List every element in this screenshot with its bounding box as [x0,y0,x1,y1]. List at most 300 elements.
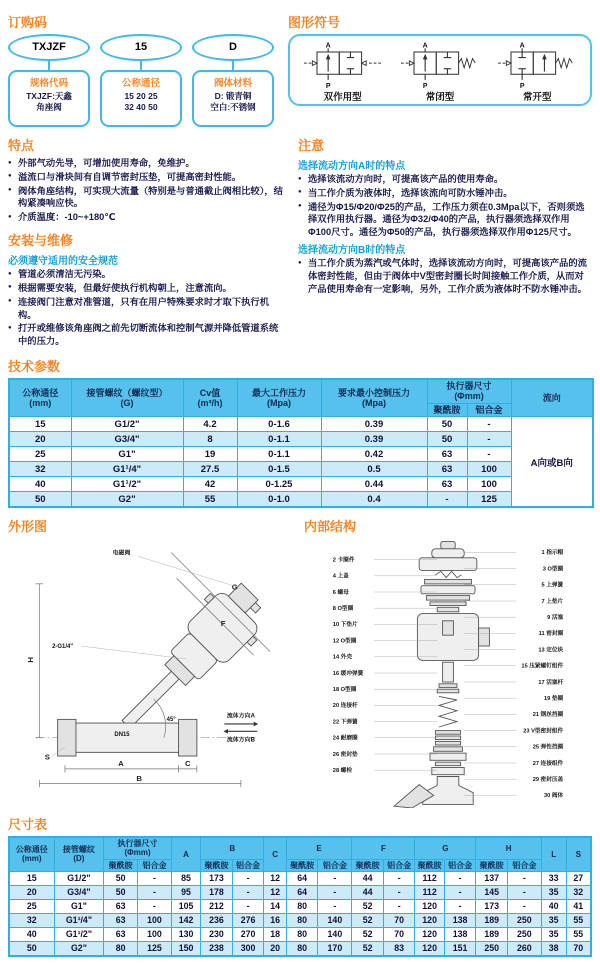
table-cell: - [467,447,511,462]
table-cell: 64 [286,871,318,885]
bullet-item: ● 选择该流动方向时，可提高该产品的使用寿命。 [298,173,592,186]
bullet-item: ● 打开或维修该角座阀之前先切断流体和控制气源并降低管道系统中的压力。 [8,322,286,348]
column-header: E [286,837,351,859]
table-cell: 189 [476,927,508,941]
part-label: 23 V型密封组件 [523,728,564,735]
part-label: 8 O型圈 [332,606,354,613]
flow-b-label: 流体方向B [226,737,255,744]
port-p-label: P [422,83,428,91]
table-cell: 120 [415,913,444,927]
table-cell: G1" [54,899,104,913]
table-cell: G1/2" [71,417,183,432]
port-p-label: P [520,83,525,91]
notice-direction-b-list [298,257,592,295]
table-cell: - [383,899,415,913]
valve-symbol-drawing [297,39,389,91]
table-cell: 35 [541,927,566,941]
order-code-column-material [192,34,274,127]
nominal-size-line: 15 20 25 [124,91,158,101]
valve-symbol-drawing-holder [297,39,389,91]
connector-line [232,61,234,70]
table-cell: 55 [183,492,237,508]
table-cell: 70 [383,927,415,941]
table-cell: 151 [444,941,476,956]
solenoid-label: 电磁阀 [112,550,131,557]
flow-a-label: 流体方向A [226,713,255,720]
ports-label: 2-G1/4" [52,644,74,651]
table-cell: 50 [427,417,467,432]
table-cell: 18 [264,927,287,941]
column-header: 执行器尺寸 (Φmm) [427,379,511,403]
part-label: 24 耐磨圈 [332,735,358,742]
column-header: 公称通径 (mm) [9,379,71,417]
bullet-item: ● 当工作介质为蒸汽或气体时，选择该流动方向时，可提高该产品的流体密封性能，但由于阀体中V型密封圈长时间接触工作介质，从而对产品使用寿命有一定影响，另外，工作介质为液体时不防水锤冲击。 [298,257,592,295]
table-cell: - [318,871,352,885]
graphic-symbols-box [288,34,592,106]
table-cell: - [232,885,264,899]
table-cell: 35 [541,885,566,899]
table-cell: 0.42 [321,447,427,462]
table-cell: 0-1.1 [237,447,321,462]
table-cell: 120 [415,899,444,913]
part-label: 19 垫圈 [544,696,564,703]
spec-code-box-title: 规格代码 [29,78,68,89]
table-cell: 140 [318,927,352,941]
part-label: 12 O型圈 [332,638,357,645]
table-cell: - [383,885,415,899]
table-cell: - [507,871,541,885]
table-cell: 138 [444,927,476,941]
part-label: 1 指示帽 [541,550,564,557]
valve-symbol-drawing-holder [394,39,486,91]
table-cell: 50 [9,941,54,956]
table-cell: G1¹/4" [71,462,183,477]
table-cell: 70 [566,941,591,956]
table-cell: G2" [54,941,104,956]
table-cell: 250 [507,927,541,941]
table-cell: G3/4" [71,432,183,447]
table-cell: 4.2 [183,417,237,432]
dimensions-table [8,836,592,957]
table-cell: 0-1.5 [237,462,321,477]
table-cell: 63 [104,913,138,927]
table-cell: 19 [183,447,237,462]
table-cell: 0.4 [321,492,427,508]
table-cell: 14 [264,899,287,913]
valve-symbol-normally-open [491,39,583,103]
table-cell: 50 [104,871,138,885]
table-cell: - [507,885,541,899]
table-cell: G1¹/2" [54,927,104,941]
valve-symbol-caption: 常开型 [523,92,552,103]
body-material-line: D: 锻青铜 [214,91,252,101]
table-cell: 50 [104,885,138,899]
part-label: 5 上弹簧 [541,582,564,589]
table-cell: 33 [541,871,566,885]
table-cell: 0-1.1 [237,432,321,447]
column-header: 公称通径 (mm) [9,837,54,871]
column-header: Cv值 (m³/h) [183,379,237,417]
table-cell: 212 [201,899,233,913]
notice-direction-a-list [298,173,592,239]
part-label: 15 压紧螺钉组件 [521,663,564,670]
table-cell: 55 [566,913,591,927]
table-cell: - [444,885,476,899]
table-row [9,417,593,432]
sub-column-header: 聚酰胺 [415,859,444,871]
table-cell: 0-1.0 [237,492,321,508]
table-cell: 80 [286,927,318,941]
sub-column-header: 铝合金 [232,859,264,871]
table-cell: 52 [352,927,384,941]
table-cell: 178 [201,885,233,899]
internal-structure-title: 内部结构 [304,519,357,535]
table-cell: 42 [183,477,237,492]
column-header: 流向 [511,379,593,417]
sub-column-header: 聚酰胺 [427,403,467,416]
part-label: 14 外壳 [332,654,352,661]
table-cell: 16 [264,913,287,927]
table-cell: 0-1.25 [237,477,321,492]
column-header: B [201,837,264,859]
table-row [9,941,591,956]
table-cell: 142 [171,913,200,927]
notice-direction-a-subtitle: 选择流动方向A时的特点 [298,161,406,172]
table-cell: 145 [476,885,508,899]
table-row [9,492,593,508]
bullet-item: ● 根据需要安装，但最好使执行机构朝上，注意流向。 [8,282,286,295]
angle-label: 45° [166,717,176,724]
port-a-label: A [519,42,525,50]
port-a-label: A [422,42,428,50]
install-subtitle: 必须遵守适用的安全规范 [8,256,118,268]
table-cell: 130 [171,927,200,941]
dim-a-label: A [118,759,124,769]
table-cell: 0.5 [321,462,427,477]
table-cell: 120 [415,941,444,956]
table-cell: 63 [104,927,138,941]
body-material-box [192,70,274,127]
features-list [8,157,286,224]
sub-column-header: 聚酰胺 [352,859,384,871]
table-cell: 52 [352,941,384,956]
column-header: F [352,837,415,859]
table-cell: 32 [9,913,54,927]
order-code-column-spec [8,34,90,127]
table-cell: G3/4" [54,885,104,899]
tech-params-table [8,378,594,508]
nominal-size-line: 32 40 50 [124,102,158,113]
table-cell: 100 [467,462,511,477]
table-cell: 137 [476,871,508,885]
table-cell: 140 [318,913,352,927]
column-header: S [566,837,591,871]
table-cell: 63 [427,447,467,462]
part-label: 26 密封垫 [332,751,358,758]
graphic-symbols-title: 图形符号 [288,15,341,30]
features-title: 特点 [8,138,35,153]
order-code-oval-series: TXJZF [8,34,90,61]
order-code-column-size [100,34,182,127]
table-cell: 100 [138,927,172,941]
tech-params-title: 技术参数 [8,359,61,375]
table-cell: 0.39 [321,417,427,432]
table-cell: 80 [286,941,318,956]
table-row [9,871,591,885]
sub-column-header: 铝合金 [383,859,415,871]
part-label: 30 阀体 [544,793,564,800]
dim-c-label: C [184,759,191,769]
dim-h-label: H [25,657,35,663]
column-header: C [264,837,287,871]
table-cell: 15 [9,871,54,885]
column-header: 接管螺纹（螺纹型） (G) [71,379,183,417]
nominal-size-box-title: 公称通径 [121,78,160,89]
body-material-box-title: 阀体材料 [213,78,252,89]
table-cell: - [318,899,352,913]
valve-outline-drawing [8,538,296,800]
sub-column-header: 铝合金 [444,859,476,871]
bullet-item: ● 阀体角座结构，可实现大流量（特别是与普通截止阀相比较），结构紧凑响应快。 [8,185,286,211]
table-row [9,885,591,899]
part-label: 27 连接组件 [532,760,564,767]
internal-structure-section [304,510,592,808]
table-cell: - [444,899,476,913]
bullet-item: ● 连接阀门注意对准管道，只有在用户特殊要求时才取下执行机构。 [8,296,286,322]
table-cell: 125 [467,492,511,508]
table-cell: 80 [286,913,318,927]
valve-symbol-caption: 双作用型 [323,92,362,103]
part-label: 7 上垫片 [541,598,564,605]
table-cell: 32 [9,462,71,477]
dim-b-label: B [136,773,143,783]
table-cell: 55 [566,927,591,941]
valve-symbol-drawing-holder [491,39,583,91]
bullet-item: ● 通径为Φ15/Φ20/Φ25的产品，工作压力须在0.3Mpa以下，否则须选择双作用执行器。通径为Φ32/Φ40的产品，执行器须选择双作用Φ100尺寸。通径为Φ50的产品，执行器须选择双作用Φ125尺寸。 [298,201,592,239]
table-cell: - [138,885,172,899]
table-row [9,447,593,462]
dim-f-label: F [220,619,226,629]
part-label: 3 O型圈 [542,566,564,573]
part-label: 17 活塞杆 [538,679,564,686]
table-cell: G1/2" [54,871,104,885]
table-cell: 12 [264,871,287,885]
table-cell: 27.5 [183,462,237,477]
table-cell: 100 [138,913,172,927]
column-header: 最大工作压力 (Mpa) [237,379,321,417]
part-label: 2 卡圈件 [332,557,355,564]
part-label: 6 螺母 [332,589,349,596]
table-cell: 8 [183,432,237,447]
part-label: 21 钢丝挡圈 [532,712,564,719]
part-label: 22 下弹簧 [332,719,358,726]
table-row [9,913,591,927]
column-header: L [541,837,566,871]
dim-g-label: G [231,582,238,592]
sub-column-header: 聚酰胺 [476,859,508,871]
table-cell: 112 [415,885,444,899]
install-title: 安装与维修 [8,233,74,249]
table-cell: 27 [566,871,591,885]
table-cell: 44 [352,885,384,899]
outline-drawing-section [8,510,296,808]
part-label: 16 缓冲弹簧 [332,670,364,677]
table-cell: 105 [171,899,200,913]
table-cell: 15 [9,417,71,432]
column-header: A [171,837,200,871]
connector-line [48,61,50,70]
install-list [8,268,286,348]
table-cell: 20 [9,885,54,899]
bullet-item: ● 当工作介质为液体时，选择该流向可防水锤冲击。 [298,187,592,200]
table-cell: - [427,492,467,508]
valve-symbol-drawing [394,39,486,91]
table-cell: G2" [71,492,183,508]
table-cell: 270 [232,927,264,941]
order-code-oval-material: D [192,34,274,61]
part-label: 11 密封圈 [538,631,564,638]
part-label: 28 螺栓 [332,768,352,775]
part-label: 25 弹性挡圈 [532,744,564,751]
table-cell: 25 [9,899,54,913]
table-cell: 138 [444,913,476,927]
column-header: 接管螺纹 (D) [54,837,104,871]
table-row [9,462,593,477]
table-cell: 0.39 [321,432,427,447]
table-cell: 50 [427,432,467,447]
graphic-symbols-section [288,6,592,106]
table-cell: 83 [383,941,415,956]
table-cell: 40 [9,477,71,492]
table-cell: 40 [9,927,54,941]
dim-s-label: S [44,752,51,762]
table-row [9,477,593,492]
table-cell: 150 [171,941,200,956]
table-cell: 41 [566,899,591,913]
part-label: 18 O型圈 [332,687,357,694]
valve-symbol-drawing [491,39,583,91]
sub-column-header: 铝合金 [318,859,352,871]
table-cell: 85 [171,871,200,885]
part-label: 29 密封压盖 [532,777,564,784]
table-cell: 35 [541,913,566,927]
table-row [9,927,591,941]
table-cell: - [318,885,352,899]
order-code-title: 订购码 [8,15,48,30]
table-cell: 32 [566,885,591,899]
bullet-item: ● 外部气动先导，可增加使用寿命，免维护。 [8,157,286,170]
part-label: 20 连接杆 [332,703,358,710]
table-cell: 250 [476,941,508,956]
table-cell: 80 [104,941,138,956]
table-cell: - [383,871,415,885]
table-cell: 64 [286,885,318,899]
table-cell: 52 [352,913,384,927]
table-cell: 112 [415,871,444,885]
sub-column-header: 聚酰胺 [104,859,138,871]
sub-column-header: 铝合金 [138,859,172,871]
table-cell: - [507,899,541,913]
column-header: H [476,837,541,859]
table-row [9,432,593,447]
table-row [9,899,591,913]
table-cell: 63 [427,462,467,477]
table-cell: 0-1.6 [237,417,321,432]
table-cell: - [467,432,511,447]
bullet-item: ● 溢流口与滑块间有自调节密封压垫，可提高密封性能。 [8,171,286,184]
column-header: G [415,837,476,859]
table-cell: - [444,871,476,885]
table-cell: - [138,899,172,913]
table-cell: 70 [383,913,415,927]
table-cell: - [138,871,172,885]
table-cell: 38 [541,941,566,956]
part-label: 10 下垫片 [332,622,358,629]
port-a-label: A [325,42,331,50]
internal-structure-drawing [304,538,592,808]
spec-code-line: 角座阀 [36,102,62,113]
notice-direction-b-subtitle: 选择流动方向B时的特点 [298,245,406,257]
port-p-label: P [325,83,331,91]
order-code-oval-size: 15 [100,34,182,61]
table-cell: 63 [427,477,467,492]
table-cell: 300 [232,941,264,956]
valve-symbol-double-acting [297,39,389,103]
table-cell: 63 [104,899,138,913]
column-header: 要求最小控制压力 (Mpa) [321,379,427,417]
notice-title: 注意 [298,138,325,153]
table-cell: G1" [71,447,183,462]
order-code-section [8,6,276,127]
table-cell: 12 [264,885,287,899]
table-cell: 100 [467,477,511,492]
table-cell: 276 [232,913,264,927]
spec-code-line: TXJZF:天鑫 [26,91,72,101]
table-cell: 80 [286,899,318,913]
sub-column-header: 铝合金 [507,859,541,871]
table-cell: G1¹/4" [54,913,104,927]
table-cell: - [232,899,264,913]
connector-line [140,61,142,70]
nominal-size-box [100,70,182,127]
table-cell: 170 [318,941,352,956]
table-cell: 230 [201,927,233,941]
table-cell: 120 [415,927,444,941]
table-cell: 25 [9,447,71,462]
part-label: 13 定位块 [538,647,564,654]
valve-symbol-normally-closed [394,39,486,103]
sub-column-header: 铝合金 [467,403,511,416]
valve-symbol-caption: 常闭型 [425,92,455,103]
sub-column-header: 聚酰胺 [201,859,233,871]
table-cell: 125 [138,941,172,956]
table-cell: - [467,417,511,432]
table-cell: 20 [9,432,71,447]
table-cell: 0.44 [321,477,427,492]
sub-column-header: 聚酰胺 [286,859,318,871]
table-cell: 95 [171,885,200,899]
table-cell: 40 [541,899,566,913]
table-cell: 173 [476,899,508,913]
part-label: 4 上盖 [332,573,349,580]
table-cell: 236 [201,913,233,927]
table-cell: 260 [507,941,541,956]
table-cell: 44 [352,871,384,885]
table-cell: 52 [352,899,384,913]
table-cell: - [232,871,264,885]
bullet-item: ● 介质温度：-10~+180℃ [8,211,286,224]
part-label: 9 活塞 [547,615,564,622]
